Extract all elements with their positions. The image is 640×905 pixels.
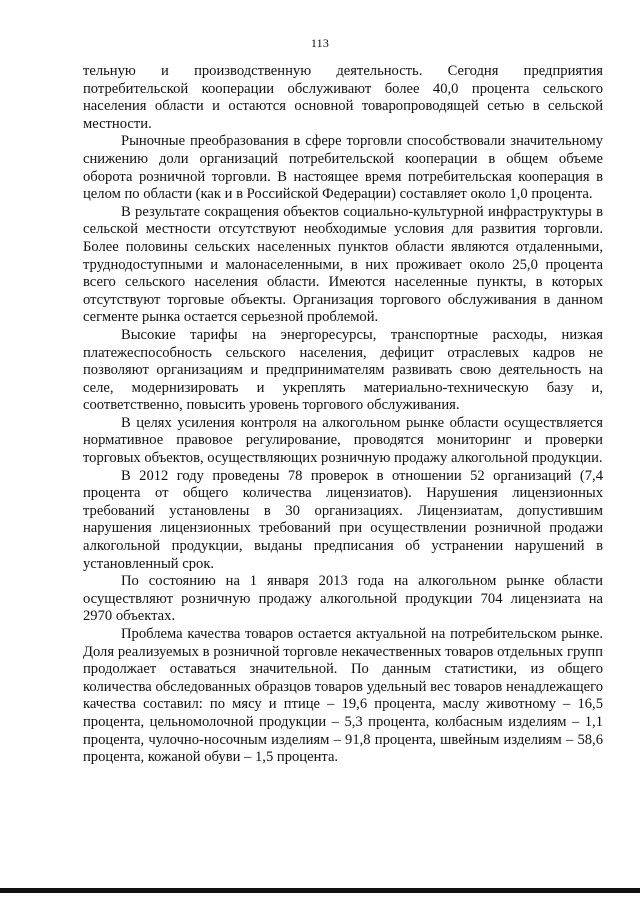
- paragraph-7: По состоянию на 1 января 2013 года на алкогольном рынке области осуществляют розничную продажу алкогольной продукции 704 лицензиата на 2970 объектах.: [83, 573, 603, 625]
- bottom-scan-edge: [0, 888, 640, 893]
- paragraph-1: тельную и производственную деятельность. Сегодня предприятия потребительской кооперации обслуживают более 40,0 процента сельского населения области и остаются основной товаропроводящей сетью в сельской местности.: [83, 63, 603, 132]
- paragraph-4: Высокие тарифы на энергоресурсы, транспортные расходы, низкая платежеспособность сельского населения, дефицит отраслевых кадров не позволяют организациям и предпринимателям развивать свою деятельность на селе, модернизировать и укреплять материально-техническую базу и, соответственно, повысить уровень торгового обслуживания.: [83, 326, 603, 414]
- paragraph-8: Проблема качества товаров остается актуальной на потребительском рынке. Доля реализуемых в розничной торговле некачественных товаров отдельных групп продолжает оставаться значительной. По данным статистики, из общего количества обследованных образцов товаров удельный вес товаров ненадлежащего качества составил: по мясу и птице – 19,6 процента, маслу животному – 16,5 процента, цельномолочной продукции – 5,3 процента, колбасным изделиям – 1,1 процента, чулочно-носочным изделиям – 91,8 процента, швейным изделиям – 58,6 процента, кожаной обуви – 1,5 процента.: [83, 626, 603, 766]
- document-body: [83, 63, 603, 767]
- paragraph-2: Рыночные преобразования в сфере торговли способствовали значительному снижению доли организаций потребительской кооперации в общем объеме оборота розничной торговли. В настоящее время потребительская кооперация в целом по области (как и в Российской Федерации) составляет около 1,0 процента.: [83, 133, 603, 203]
- page-number: 113: [310, 36, 330, 50]
- paragraph-3: В результате сокращения объектов социально-культурной инфраструктуры в сельской местности отсутствуют необходимые условия для развития торговли. Более половины сельских населенных пунктов области являются отдаленными, труднодоступными и малонаселенными, в них проживает около 25,0 процента всего сельского населения области. Имеются населенные пункты, в которых отсутствуют торговые объекты. Организация торгового обслуживания в данном сегменте рынка остается серьезной проблемой.: [83, 203, 603, 326]
- paragraph-6: В 2012 году проведены 78 проверок в отношении 52 организаций (7,4 процента от общего количества лицензиатов). Нарушения лицензионных требований установлены в 30 организациях. Лицензиатам, допустившим нарушения лицензионных требований при осуществлении розничной продажи алкогольной продукции, выданы предписания об устранении нарушений в установленный срок.: [83, 467, 603, 572]
- paragraph-5: В целях усиления контроля на алкогольном рынке области осуществляется нормативное правовое регулирование, проводятся мониторинг и проверки торговых объектов, осуществляющих розничную продажу алкогольной продукции.: [83, 414, 603, 467]
